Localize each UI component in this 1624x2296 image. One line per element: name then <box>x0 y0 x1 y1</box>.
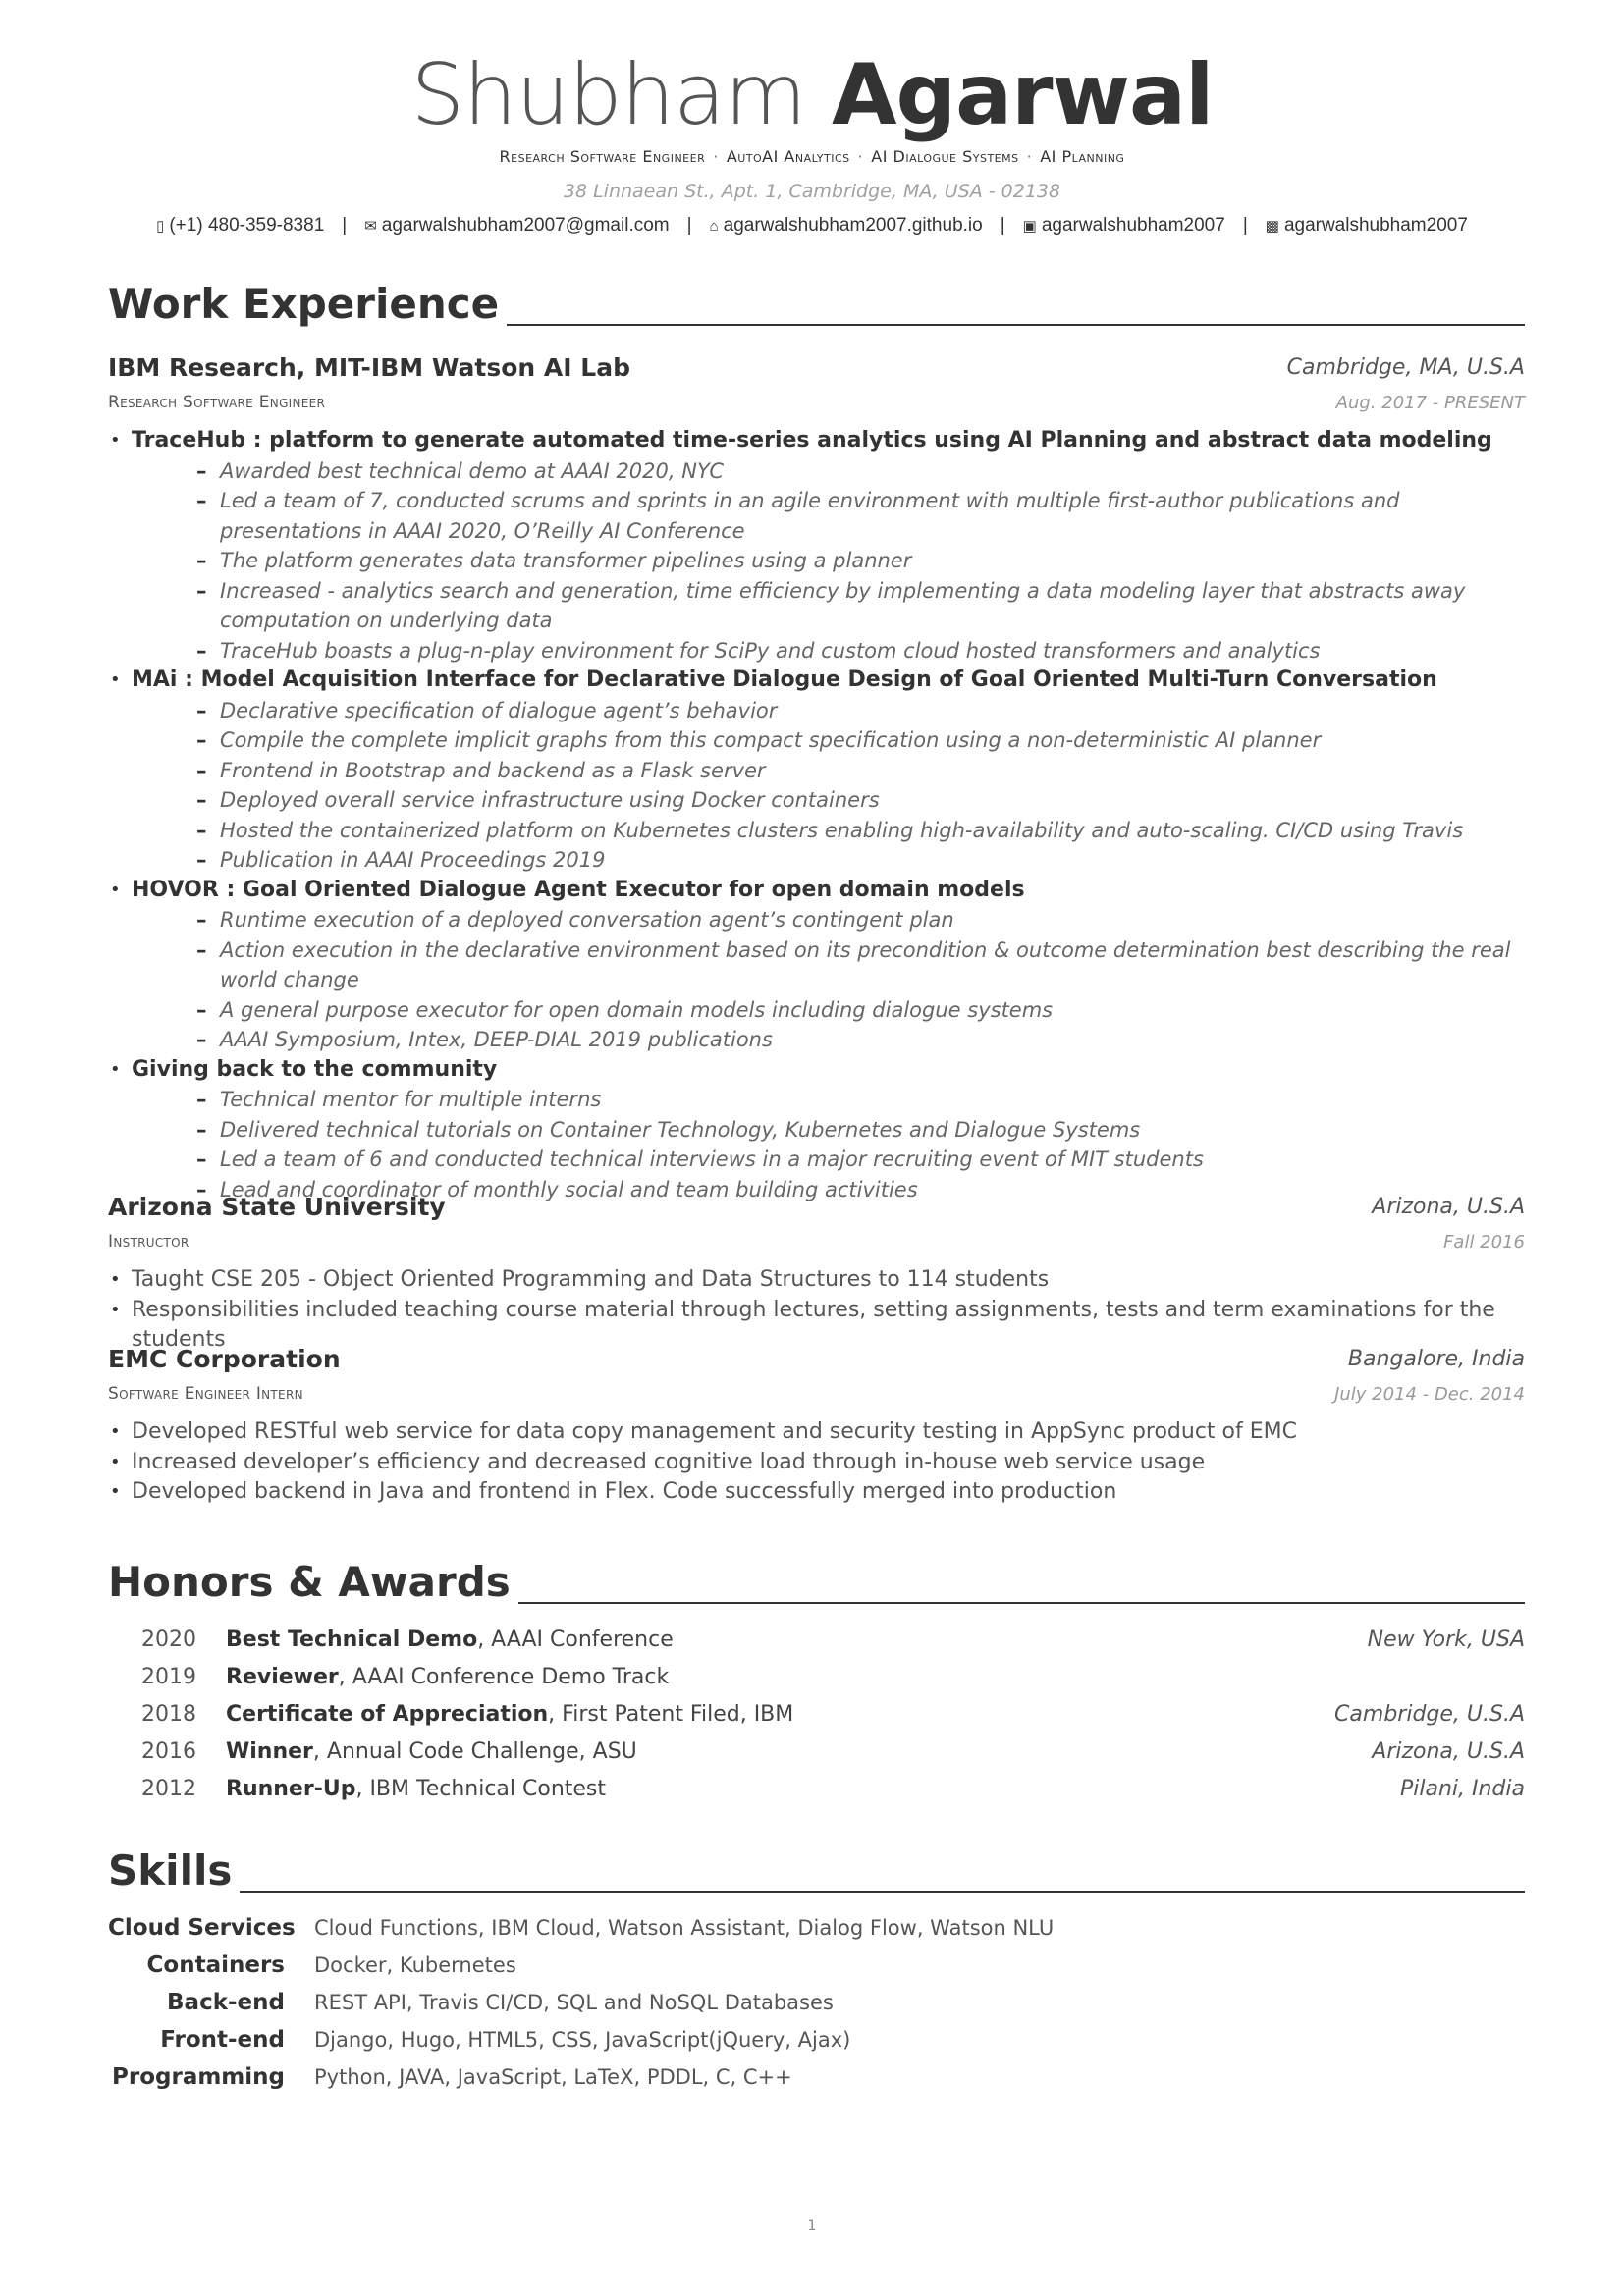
skill-category: Front-end <box>160 2027 285 2053</box>
position-item: Research Software Engineer <box>499 147 706 166</box>
page-number: 1 <box>807 2218 817 2234</box>
contact-email[interactable]: ✉ agarwalshubham2007@gmail.com <box>364 215 670 236</box>
honor-location: Pilani, India <box>1399 1777 1525 1801</box>
role: Instructor <box>108 1232 189 1252</box>
resume-name <box>0 41 1624 149</box>
skill-category: Programming <box>112 2064 285 2090</box>
honor-location: New York, USA <box>1367 1628 1525 1652</box>
location: Bangalore, India <box>1347 1347 1525 1371</box>
list-item: – Compile the complete implicit graphs from this compact specification using a non-deterministic AI planner <box>196 725 1525 756</box>
honor-row <box>108 1734 1525 1771</box>
section-title: Honors & Awards <box>108 1555 518 1610</box>
list-item: – Increased - analytics search and generation, time efficiency by implementing a data modeling layer that abstracts away computation on underlying data <box>196 576 1525 636</box>
list-item: – Frontend in Bootstrap and backend as a Flask server <box>196 756 1525 786</box>
skill-values: Cloud Functions, IBM Cloud, Watson Assistant, Dialog Flow, Watson NLU <box>314 1916 1055 1940</box>
project-title: MAi : Model Acquisition Interface for Declarative Dialogue Design of Goal Oriented Multi-Turn Conversation <box>132 667 1437 692</box>
project-title: HOVOR : Goal Oriented Dialogue Agent Executor for open domain models <box>132 877 1025 902</box>
contact-bar: ▯ (+1) 480-359-8381 | ✉ agarwalshubham2007@gmail.com | ⌂ agarwalshubham2007.github.io | ▣ agarwalshubham2007 | ▩ agarwalshubham2007 <box>156 215 1468 236</box>
honor-row <box>108 1659 1525 1696</box>
position-item: AI Dialogue Systems <box>871 147 1019 166</box>
contact-homepage[interactable]: ⌂ agarwalshubham2007.github.io <box>709 215 983 236</box>
skill-row <box>108 1909 1525 1947</box>
honor-detail: , AAAI Conference <box>477 1628 674 1652</box>
list-item: – Led a team of 7, conducted scrums and sprints in an agile environment with multiple first-author publications and presentations in AAAI 2020, O’Reilly AI Conference <box>196 486 1525 546</box>
honor-detail: , Annual Code Challenge, ASU <box>312 1739 637 1764</box>
honor-location: Arizona, U.S.A <box>1372 1739 1525 1764</box>
skill-row <box>108 2021 1525 2058</box>
project-item <box>108 876 1525 1055</box>
list-item: – Led a team of 6 and conducted technical interviews in a major recruiting event of MIT students <box>196 1145 1525 1175</box>
skill-values: REST API, Travis CI/CD, SQL and NoSQL Databases <box>314 1991 834 2014</box>
list-item: – Publication in AAAI Proceedings 2019 <box>196 845 1525 876</box>
bullet-list <box>108 1265 1525 1356</box>
honor-year: 2020 <box>141 1628 196 1652</box>
honors-list <box>108 1622 1525 1808</box>
contact-linkedin[interactable]: ▩ agarwalshubham2007 <box>1265 215 1468 236</box>
skill-category: Back-end <box>167 1990 285 2015</box>
honor-title: Best Technical Demo <box>226 1628 478 1652</box>
skills-table <box>108 1909 1525 2096</box>
phone-icon: ▯ <box>156 218 165 235</box>
list-item: – Technical mentor for multiple interns <box>196 1085 1525 1115</box>
location: Cambridge, MA, U.S.A <box>1286 355 1525 380</box>
home-icon: ⌂ <box>709 218 719 235</box>
list-item: • Responsibilities included teaching course material through lectures, setting assignments, tests and term examinations for the students <box>108 1296 1525 1356</box>
honor-location: Cambridge, U.S.A <box>1334 1702 1525 1727</box>
experience-entry-ibm <box>108 353 1525 1201</box>
experience-entry-emc <box>108 1345 1525 1522</box>
contact-phone[interactable]: ▯ (+1) 480-359-8381 <box>156 215 325 236</box>
work-experience-heading <box>108 277 1525 332</box>
list-item: – The platform generates data transformer pipelines using a planner <box>196 546 1525 576</box>
project-title: Giving back to the community <box>132 1056 498 1082</box>
project-item <box>108 426 1525 666</box>
list-item: – Lead and coordinator of monthly social and team building activities <box>196 1175 1525 1205</box>
project-title: TraceHub : platform to generate automated time-series analytics using AI Planning and abstract data modeling <box>132 428 1492 453</box>
project-list <box>108 426 1525 1204</box>
project-item <box>108 1055 1525 1205</box>
honor-row <box>108 1696 1525 1734</box>
role: Research Software Engineer <box>108 393 326 412</box>
list-item: – Declarative specification of dialogue agent’s behavior <box>196 696 1525 726</box>
list-item: – TraceHub boasts a plug-n-play environment for SciPy and custom cloud hosted transformers and analytics <box>196 636 1525 667</box>
list-item: – Deployed overall service infrastructure using Docker containers <box>196 785 1525 816</box>
honor-row <box>108 1622 1525 1659</box>
skill-category: Containers <box>146 1952 285 1978</box>
honor-year: 2018 <box>141 1702 196 1727</box>
experience-entry-asu <box>108 1193 1525 1352</box>
bullet-list <box>108 1417 1525 1508</box>
last-name: Agarwal <box>831 46 1214 144</box>
role: Software Engineer Intern <box>108 1384 303 1404</box>
linkedin-icon: ▩ <box>1265 218 1279 235</box>
skills-heading <box>108 1843 1525 1898</box>
honor-title: Runner-Up <box>226 1777 356 1801</box>
contact-github[interactable]: ▣ agarwalshubham2007 <box>1022 215 1225 236</box>
section-title: Skills <box>108 1843 240 1898</box>
date-range: Fall 2016 <box>1443 1232 1525 1253</box>
honor-detail: , AAAI Conference Demo Track <box>338 1665 670 1689</box>
skill-values: Docker, Kubernetes <box>314 1953 516 1977</box>
github-icon: ▣ <box>1022 218 1037 235</box>
list-item: • Developed RESTful web service for data copy management and security testing in AppSync product of EMC <box>108 1417 1525 1448</box>
honor-detail: , First Patent Filed, IBM <box>548 1702 794 1727</box>
list-item: • Increased developer’s efficiency and decreased cognitive load through in-house web service usage <box>108 1448 1525 1478</box>
honor-year: 2019 <box>141 1665 196 1689</box>
skill-values: Django, Hugo, HTML5, CSS, JavaScript(jQuery, Ajax) <box>314 2028 851 2052</box>
list-item: – Delivered technical tutorials on Container Technology, Kubernetes and Dialogue Systems <box>196 1115 1525 1146</box>
list-item: • Developed backend in Java and frontend in Flex. Code successfully merged into production <box>108 1477 1525 1508</box>
list-item: – Action execution in the declarative environment based on its precondition & outcome determination best describing the real world change <box>196 935 1525 995</box>
organization: IBM Research, MIT-IBM Watson AI Lab <box>108 353 630 382</box>
position-list: Research Software Engineer · AutoAI Analytics · AI Dialogue Systems · AI Planning <box>499 147 1125 166</box>
honor-title: Certificate of Appreciation <box>226 1702 549 1727</box>
first-name: Shubham <box>410 46 806 144</box>
honor-title: Reviewer <box>226 1665 339 1689</box>
honor-detail: , IBM Technical Contest <box>355 1777 607 1801</box>
date-range: Aug. 2017 - PRESENT <box>1335 393 1525 413</box>
honor-year: 2016 <box>141 1739 196 1764</box>
location: Arizona, U.S.A <box>1372 1195 1525 1219</box>
section-title: Work Experience <box>108 277 507 332</box>
address: 38 Linnaean St., Apt. 1, Cambridge, MA, USA - 02138 <box>563 181 1061 202</box>
honors-heading <box>108 1555 1525 1610</box>
skill-row <box>108 1947 1525 1984</box>
list-item: – A general purpose executor for open domain models including dialogue systems <box>196 995 1525 1026</box>
position-item: AI Planning <box>1040 147 1125 166</box>
position-item: AutoAI Analytics <box>726 147 850 166</box>
honor-year: 2012 <box>141 1777 196 1801</box>
skill-row <box>108 1984 1525 2021</box>
envelope-icon: ✉ <box>364 218 377 235</box>
skill-row <box>108 2058 1525 2096</box>
list-item: – Hosted the containerized platform on Kubernetes clusters enabling high-availability and auto-scaling. CI/CD using Travis <box>196 816 1525 846</box>
section-rule <box>108 1891 1525 1893</box>
list-item: – AAAI Symposium, Intex, DEEP-DIAL 2019 publications <box>196 1025 1525 1055</box>
list-item: – Awarded best technical demo at AAAI 2020, NYC <box>196 456 1525 487</box>
skill-values: Python, JAVA, JavaScript, LaTeX, PDDL, C, C++ <box>314 2065 792 2089</box>
honor-row <box>108 1771 1525 1808</box>
honor-title: Winner <box>226 1739 313 1764</box>
date-range: July 2014 - Dec. 2014 <box>1334 1384 1525 1405</box>
skill-category: Cloud Services <box>108 1915 296 1941</box>
organization: EMC Corporation <box>108 1345 341 1373</box>
list-item: • Taught CSE 205 - Object Oriented Programming and Data Structures to 114 students <box>108 1265 1525 1296</box>
list-item: – Runtime execution of a deployed conversation agent’s contingent plan <box>196 905 1525 935</box>
organization: Arizona State University <box>108 1193 446 1221</box>
project-item <box>108 666 1525 876</box>
